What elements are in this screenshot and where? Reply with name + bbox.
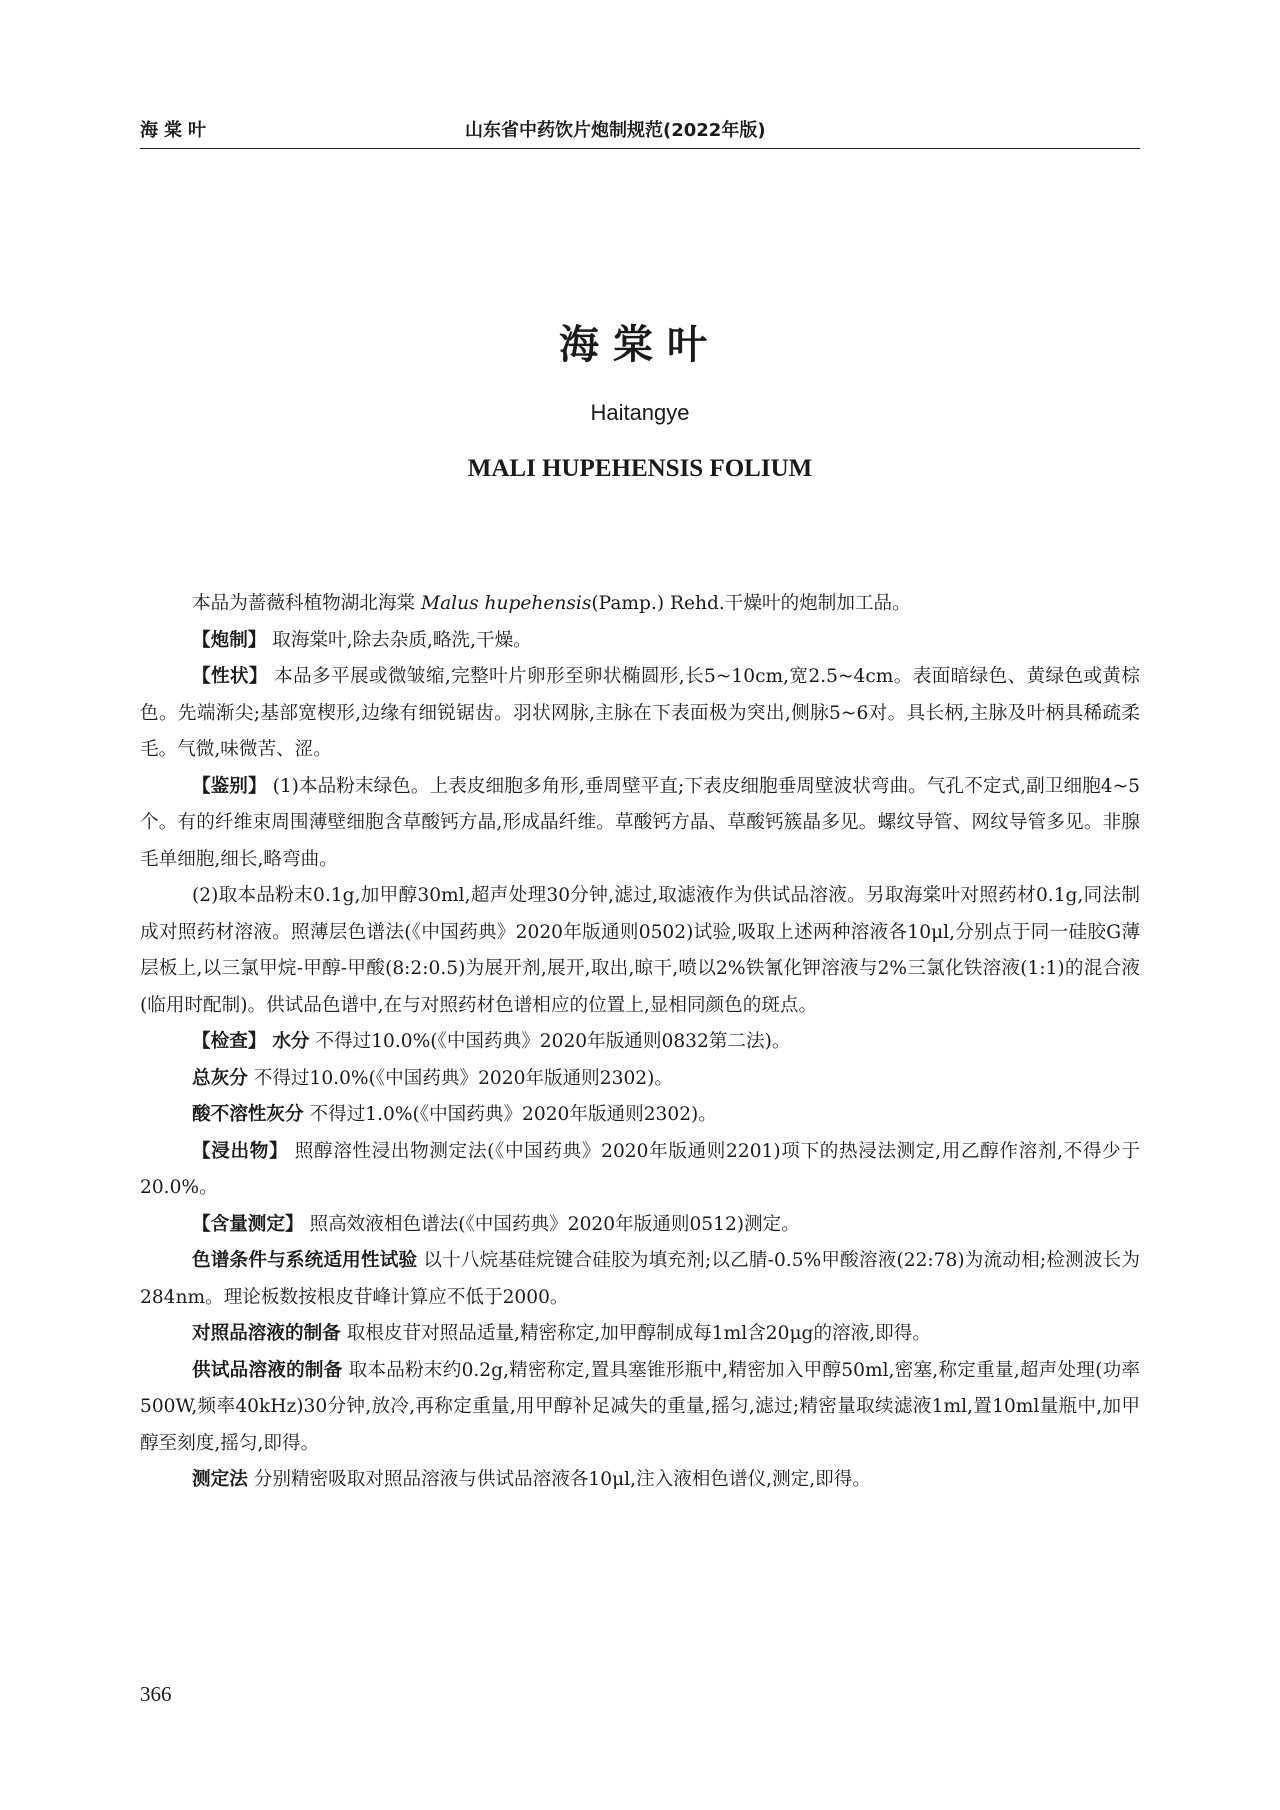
moisture-text: 不得过10.0%(《中国药典》2020年版通则0832第二法)。 <box>315 1031 791 1052</box>
assay-text: 照高效液相色谱法(《中国药典》2020年版通则0512)测定。 <box>303 1213 800 1235</box>
acid-insoluble-ash-paragraph <box>140 1097 1140 1134</box>
intro-paragraph <box>140 586 1140 623</box>
total-ash-text: 不得过10.0%(《中国药典》2020年版通则2302)。 <box>253 1067 673 1089</box>
extract-heading: 【浸出物】 <box>192 1140 289 1162</box>
total-ash-paragraph <box>140 1061 1140 1098</box>
species-name: Malus hupehensis <box>421 593 592 614</box>
test-solution-text: 取本品粉末约0.2g,精密称定,置具塞锥形瓶中,精密加入甲醇50ml,密塞,称定重量,超声处理(功率500W,频率40kHz)30分钟,放冷,再称定重量,用甲醇补足减失的重量,摇匀,滤过;精密量取续滤液1ml,置10ml量瓶中,加甲醇至刻度,摇匀,即得。 <box>140 1359 1140 1454</box>
reference-solution-paragraph <box>140 1316 1140 1353</box>
chromatographic-conditions-text: 以十八烷基硅烷键合硅胶为填充剂;以乙腈-0.5%甲酸溶液(22:78)为流动相;检测波长为284nm。理论板数按根皮苷峰计算应不低于2000。 <box>140 1250 1140 1308</box>
monograph-body <box>140 586 1140 1499</box>
extract-section <box>140 1134 1140 1207</box>
pinyin-title: Haitangye <box>590 400 690 425</box>
identification-item-2: (2)取本品粉末0.1g,加甲醇30ml,超声处理30分钟,滤过,取滤液作为供试品溶液。另取海棠叶对照药材0.1g,同法制成对照药材溶液。照薄层色谱法(《中国药典》2020年版通则0502)试验,吸取上述两种溶液各10μl,分别点于同一硅胶G薄层板上,以三氯甲烷-甲醇-甲酸(8:2:0.5)为展开剂,展开,取出,晾干,喷以2%铁氰化钾溶液与2%三氯化铁溶液(1:1)的混合液(临用时配制)。供试品色谱中,在与对照药材色谱相应的位置上,显相同颜色的斑点。 <box>140 885 1140 1016</box>
acid-insoluble-ash-text: 不得过1.0%(《中国药典》2020年版通则2302)。 <box>309 1104 717 1125</box>
intro-after: (Pamp.) Rehd.干燥叶的炮制加工品。 <box>591 593 911 614</box>
intro-before: 本品为蔷薇科植物湖北海棠 <box>192 593 422 614</box>
chromatographic-conditions-label: 色谱条件与系统适用性试验 <box>192 1250 418 1271</box>
identification-heading: 【鉴别】 <box>192 775 267 797</box>
characters-heading: 【性状】 <box>192 666 268 687</box>
reference-solution-text: 取根皮苷对照品适量,精密称定,加甲醇制成每1ml含20μg的溶液,即得。 <box>346 1323 931 1344</box>
latin-title: MALI HUPEHENSIS FOLIUM <box>467 455 813 482</box>
title-block <box>140 320 1140 484</box>
procedure-text: 分别精密吸取对照品溶液与供试品溶液各10μl,注入液相色谱仪,测定,即得。 <box>253 1469 871 1490</box>
identification-item-2-paragraph <box>140 878 1140 1024</box>
total-ash-label: 总灰分 <box>192 1067 248 1089</box>
test-solution-paragraph <box>140 1353 1140 1463</box>
reference-solution-label: 对照品溶液的制备 <box>192 1323 341 1344</box>
identification-item-1: (1)本品粉末绿色。上表皮细胞多角形,垂周壁平直;下表皮细胞垂周壁波状弯曲。气孔不定式,副卫细胞4~5个。有的纤维束周围薄壁细胞含草酸钙方晶,形成晶纤维。草酸钙方晶、草酸钙簇晶多见。螺纹导管、网纹导管多见。非腺毛单细胞,细长,略弯曲。 <box>140 775 1140 870</box>
extract-text: 照醇溶性浸出物测定法(《中国药典》2020年版通则2201)项下的热浸法测定,用乙醇作溶剂,不得少于20.0%。 <box>140 1140 1140 1198</box>
page-header <box>140 108 1140 152</box>
assay-section <box>140 1207 1140 1244</box>
inspection-section <box>140 1024 1140 1061</box>
page-number: 366 <box>140 1682 172 1706</box>
identification-section <box>140 769 1140 879</box>
header-section-name: 海棠叶 <box>140 120 212 141</box>
acid-insoluble-ash-label: 酸不溶性灰分 <box>192 1104 304 1125</box>
assay-heading: 【含量测定】 <box>192 1213 304 1235</box>
header-rule <box>140 148 1140 149</box>
header-book-title: 山东省中药饮片炮制规范(2022年版) <box>465 120 766 141</box>
procedure-label: 测定法 <box>192 1469 248 1490</box>
inspection-heading: 【检查】 <box>192 1031 267 1052</box>
procedure-paragraph <box>140 1462 1140 1499</box>
test-solution-label: 供试品溶液的制备 <box>192 1359 343 1381</box>
processing-heading: 【炮制】 <box>192 629 267 651</box>
processing-text: 取海棠叶,除去杂质,略洗,干燥。 <box>266 629 532 651</box>
characters-text: 本品多平展或微皱缩,完整叶片卵形至卵状椭圆形,长5~10cm,宽2.5~4cm。表面暗绿色、黄绿色或黄棕色。先端渐尖;基部宽楔形,边缘有细锐锯齿。羽状网脉,主脉在下表面极为突出,侧脉5~6对。具长柄,主脉及叶柄具稀疏柔毛。气微,味微苦、涩。 <box>140 666 1140 760</box>
moisture-label: 水分 <box>272 1031 310 1052</box>
processing-section <box>140 623 1140 660</box>
characters-section <box>140 659 1140 769</box>
chromatographic-conditions-paragraph <box>140 1243 1140 1316</box>
page-title: 海棠叶 <box>559 322 721 368</box>
